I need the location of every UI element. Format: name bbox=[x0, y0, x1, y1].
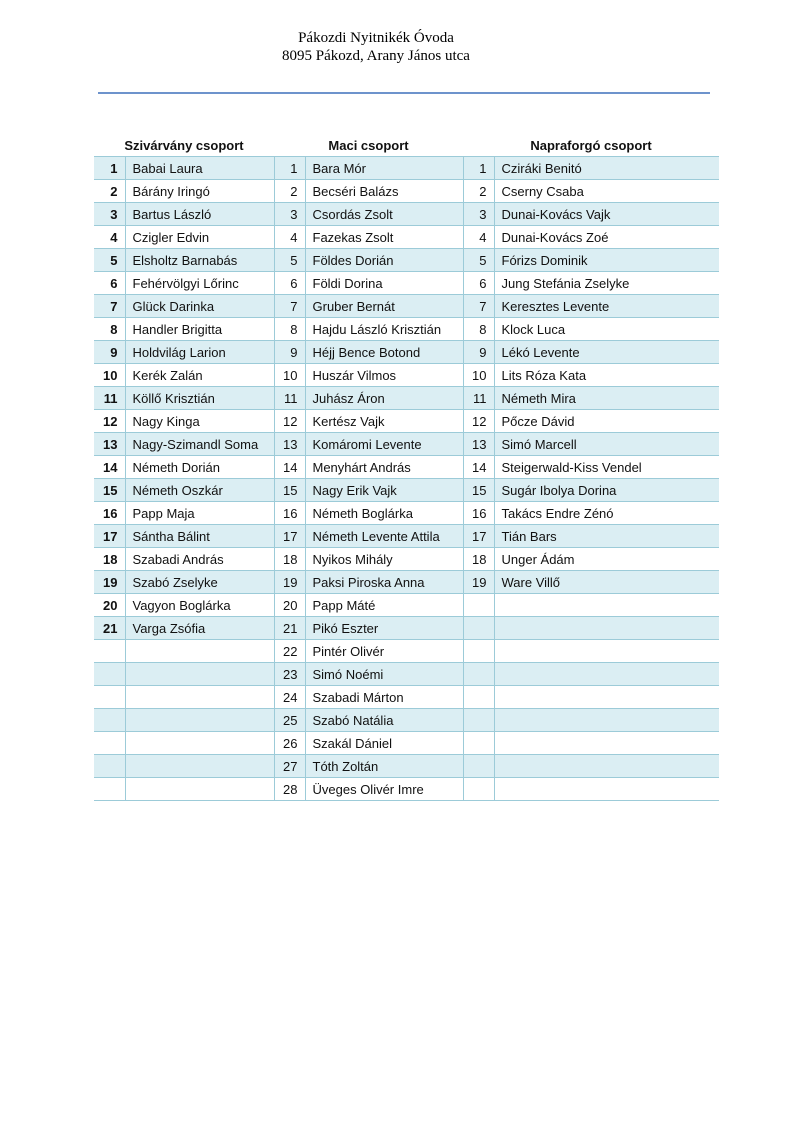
szivarvany-child-name: Handler Brigitta bbox=[125, 318, 274, 341]
maci-child-name: Földi Dorina bbox=[305, 272, 463, 295]
maci-child-number: 10 bbox=[274, 364, 305, 387]
table-row bbox=[94, 410, 719, 433]
szivarvany-child-name: Kerék Zalán bbox=[125, 364, 274, 387]
napraforgo-child-name: Ware Villő bbox=[494, 571, 719, 594]
table-row bbox=[94, 686, 719, 709]
document-header bbox=[0, 29, 752, 65]
napraforgo-child-name bbox=[494, 709, 719, 732]
table-row bbox=[94, 249, 719, 272]
napraforgo-child-name bbox=[494, 686, 719, 709]
szivarvany-child-number: 13 bbox=[94, 433, 125, 456]
szivarvany-child-number: 17 bbox=[94, 525, 125, 548]
napraforgo-child-number: 16 bbox=[463, 502, 494, 525]
napraforgo-child-name bbox=[494, 594, 719, 617]
szivarvany-child-number: 11 bbox=[94, 387, 125, 410]
maci-child-number: 9 bbox=[274, 341, 305, 364]
table-row bbox=[94, 755, 719, 778]
napraforgo-child-number: 3 bbox=[463, 203, 494, 226]
maci-child-number: 4 bbox=[274, 226, 305, 249]
table-row bbox=[94, 709, 719, 732]
maci-child-name: Nagy Erik Vajk bbox=[305, 479, 463, 502]
napraforgo-child-number: 17 bbox=[463, 525, 494, 548]
maci-child-name: Bara Mór bbox=[305, 157, 463, 180]
szivarvany-child-name: Németh Dorián bbox=[125, 456, 274, 479]
napraforgo-child-number bbox=[463, 663, 494, 686]
szivarvany-child-name bbox=[125, 778, 274, 801]
napraforgo-child-name: Tián Bars bbox=[494, 525, 719, 548]
napraforgo-child-name: Jung Stefánia Zselyke bbox=[494, 272, 719, 295]
napraforgo-child-number bbox=[463, 732, 494, 755]
group-heading-szivarvany: Szivárvány csoport bbox=[94, 134, 274, 157]
maci-child-number: 22 bbox=[274, 640, 305, 663]
szivarvany-child-number: 1 bbox=[94, 157, 125, 180]
maci-child-number: 21 bbox=[274, 617, 305, 640]
maci-child-name: Németh Boglárka bbox=[305, 502, 463, 525]
table-row bbox=[94, 571, 719, 594]
maci-child-name: Juhász Áron bbox=[305, 387, 463, 410]
maci-child-number: 27 bbox=[274, 755, 305, 778]
napraforgo-child-number: 19 bbox=[463, 571, 494, 594]
napraforgo-child-number bbox=[463, 709, 494, 732]
szivarvany-child-number: 10 bbox=[94, 364, 125, 387]
szivarvany-child-name: Papp Maja bbox=[125, 502, 274, 525]
maci-child-name: Üveges Olivér Imre bbox=[305, 778, 463, 801]
szivarvany-child-number: 7 bbox=[94, 295, 125, 318]
napraforgo-child-number bbox=[463, 594, 494, 617]
napraforgo-child-name: Németh Mira bbox=[494, 387, 719, 410]
szivarvany-child-number: 2 bbox=[94, 180, 125, 203]
maci-child-number: 14 bbox=[274, 456, 305, 479]
napraforgo-child-number: 15 bbox=[463, 479, 494, 502]
napraforgo-child-name bbox=[494, 617, 719, 640]
table-row bbox=[94, 295, 719, 318]
maci-child-name: Fazekas Zsolt bbox=[305, 226, 463, 249]
szivarvany-child-number: 14 bbox=[94, 456, 125, 479]
szivarvany-child-name bbox=[125, 709, 274, 732]
szivarvany-child-number: 12 bbox=[94, 410, 125, 433]
napraforgo-child-number: 12 bbox=[463, 410, 494, 433]
napraforgo-child-number: 7 bbox=[463, 295, 494, 318]
szivarvany-child-name bbox=[125, 663, 274, 686]
szivarvany-child-name bbox=[125, 640, 274, 663]
szivarvany-child-name: Holdvilág Larion bbox=[125, 341, 274, 364]
maci-child-number: 1 bbox=[274, 157, 305, 180]
maci-child-name: Pintér Olivér bbox=[305, 640, 463, 663]
szivarvany-child-number: 19 bbox=[94, 571, 125, 594]
table-row bbox=[94, 502, 719, 525]
napraforgo-child-number: 11 bbox=[463, 387, 494, 410]
maci-child-name: Papp Máté bbox=[305, 594, 463, 617]
szivarvany-child-name bbox=[125, 732, 274, 755]
szivarvany-child-name: Nagy Kinga bbox=[125, 410, 274, 433]
szivarvany-child-number: 16 bbox=[94, 502, 125, 525]
szivarvany-child-name: Bárány Iringó bbox=[125, 180, 274, 203]
napraforgo-child-name bbox=[494, 640, 719, 663]
maci-child-name: Szakál Dániel bbox=[305, 732, 463, 755]
szivarvany-child-number bbox=[94, 778, 125, 801]
szivarvany-child-name: Bartus László bbox=[125, 203, 274, 226]
napraforgo-child-number: 9 bbox=[463, 341, 494, 364]
table-row bbox=[94, 387, 719, 410]
napraforgo-child-name: Klock Luca bbox=[494, 318, 719, 341]
maci-child-number: 7 bbox=[274, 295, 305, 318]
group-roster-table bbox=[94, 134, 719, 801]
table-row bbox=[94, 180, 719, 203]
maci-child-name: Héjj Bence Botond bbox=[305, 341, 463, 364]
napraforgo-child-number bbox=[463, 778, 494, 801]
szivarvany-child-name: Sántha Bálint bbox=[125, 525, 274, 548]
napraforgo-child-number: 5 bbox=[463, 249, 494, 272]
szivarvany-child-number: 8 bbox=[94, 318, 125, 341]
maci-child-number: 11 bbox=[274, 387, 305, 410]
maci-child-number: 3 bbox=[274, 203, 305, 226]
napraforgo-child-number: 2 bbox=[463, 180, 494, 203]
szivarvany-child-number bbox=[94, 709, 125, 732]
group-heading-napraforgo: Napraforgó csoport bbox=[463, 134, 719, 157]
maci-child-name: Szabó Natália bbox=[305, 709, 463, 732]
maci-child-name: Menyhárt András bbox=[305, 456, 463, 479]
table-row bbox=[94, 456, 719, 479]
napraforgo-child-number: 10 bbox=[463, 364, 494, 387]
szivarvany-child-name: Fehérvölgyi Lőrinc bbox=[125, 272, 274, 295]
maci-child-number: 6 bbox=[274, 272, 305, 295]
maci-child-number: 17 bbox=[274, 525, 305, 548]
maci-child-number: 19 bbox=[274, 571, 305, 594]
maci-child-number: 15 bbox=[274, 479, 305, 502]
table-row bbox=[94, 548, 719, 571]
szivarvany-child-number bbox=[94, 663, 125, 686]
szivarvany-child-number: 3 bbox=[94, 203, 125, 226]
maci-child-name: Szabadi Márton bbox=[305, 686, 463, 709]
maci-child-name: Komáromi Levente bbox=[305, 433, 463, 456]
szivarvany-child-number: 6 bbox=[94, 272, 125, 295]
maci-child-number: 28 bbox=[274, 778, 305, 801]
maci-child-name: Hajdu László Krisztián bbox=[305, 318, 463, 341]
napraforgo-child-number bbox=[463, 686, 494, 709]
table-row bbox=[94, 433, 719, 456]
napraforgo-child-name: Cserny Csaba bbox=[494, 180, 719, 203]
table-row bbox=[94, 525, 719, 548]
szivarvany-child-number bbox=[94, 755, 125, 778]
napraforgo-child-name: Lits Róza Kata bbox=[494, 364, 719, 387]
table-row bbox=[94, 479, 719, 502]
maci-child-number: 23 bbox=[274, 663, 305, 686]
szivarvany-child-number: 20 bbox=[94, 594, 125, 617]
napraforgo-child-name bbox=[494, 755, 719, 778]
szivarvany-child-number: 9 bbox=[94, 341, 125, 364]
szivarvany-child-name: Glück Darinka bbox=[125, 295, 274, 318]
maci-child-number: 2 bbox=[274, 180, 305, 203]
table-row bbox=[94, 663, 719, 686]
szivarvany-child-number: 18 bbox=[94, 548, 125, 571]
maci-child-number: 12 bbox=[274, 410, 305, 433]
szivarvany-child-number bbox=[94, 686, 125, 709]
maci-child-name: Gruber Bernát bbox=[305, 295, 463, 318]
napraforgo-child-name bbox=[494, 663, 719, 686]
table-row bbox=[94, 364, 719, 387]
szivarvany-child-number: 4 bbox=[94, 226, 125, 249]
szivarvany-child-name: Szabó Zselyke bbox=[125, 571, 274, 594]
table-row bbox=[94, 226, 719, 249]
napraforgo-child-number: 13 bbox=[463, 433, 494, 456]
napraforgo-child-name: Lékó Levente bbox=[494, 341, 719, 364]
table-row bbox=[94, 594, 719, 617]
napraforgo-child-name: Cziráki Benitó bbox=[494, 157, 719, 180]
maci-child-name: Pikó Eszter bbox=[305, 617, 463, 640]
szivarvany-child-name: Köllő Krisztián bbox=[125, 387, 274, 410]
napraforgo-child-name: Simó Marcell bbox=[494, 433, 719, 456]
table-row bbox=[94, 640, 719, 663]
maci-child-name: Nyikos Mihály bbox=[305, 548, 463, 571]
maci-child-name: Becséri Balázs bbox=[305, 180, 463, 203]
szivarvany-child-name: Elsholtz Barnabás bbox=[125, 249, 274, 272]
szivarvany-child-name: Czigler Edvin bbox=[125, 226, 274, 249]
szivarvany-child-number: 15 bbox=[94, 479, 125, 502]
table-row bbox=[94, 732, 719, 755]
napraforgo-child-name: Keresztes Levente bbox=[494, 295, 719, 318]
kindergarten-name: Pákozdi Nyitnikék Óvoda bbox=[298, 30, 454, 46]
maci-child-name: Földes Dorián bbox=[305, 249, 463, 272]
maci-child-number: 13 bbox=[274, 433, 305, 456]
napraforgo-child-number bbox=[463, 640, 494, 663]
szivarvany-child-name: Németh Oszkár bbox=[125, 479, 274, 502]
table-row bbox=[94, 341, 719, 364]
napraforgo-child-number: 6 bbox=[463, 272, 494, 295]
table-row bbox=[94, 318, 719, 341]
maci-child-number: 5 bbox=[274, 249, 305, 272]
szivarvany-child-number: 5 bbox=[94, 249, 125, 272]
napraforgo-child-name: Dunai-Kovács Vajk bbox=[494, 203, 719, 226]
napraforgo-child-number: 18 bbox=[463, 548, 494, 571]
table-row bbox=[94, 617, 719, 640]
napraforgo-child-name bbox=[494, 732, 719, 755]
group-heading-maci: Maci csoport bbox=[274, 134, 463, 157]
maci-child-number: 20 bbox=[274, 594, 305, 617]
napraforgo-child-number: 1 bbox=[463, 157, 494, 180]
maci-child-name: Paksi Piroska Anna bbox=[305, 571, 463, 594]
szivarvany-child-name bbox=[125, 686, 274, 709]
napraforgo-child-number: 14 bbox=[463, 456, 494, 479]
header-divider bbox=[98, 92, 710, 94]
napraforgo-child-name: Steigerwald-Kiss Vendel bbox=[494, 456, 719, 479]
maci-child-name: Csordás Zsolt bbox=[305, 203, 463, 226]
maci-child-number: 24 bbox=[274, 686, 305, 709]
maci-child-number: 8 bbox=[274, 318, 305, 341]
szivarvany-child-name: Vagyon Boglárka bbox=[125, 594, 274, 617]
maci-child-name: Simó Noémi bbox=[305, 663, 463, 686]
szivarvany-child-name: Nagy-Szimandl Soma bbox=[125, 433, 274, 456]
szivarvany-child-name: Varga Zsófia bbox=[125, 617, 274, 640]
maci-child-name: Németh Levente Attila bbox=[305, 525, 463, 548]
napraforgo-child-number bbox=[463, 755, 494, 778]
table-row bbox=[94, 778, 719, 801]
maci-child-number: 25 bbox=[274, 709, 305, 732]
szivarvany-child-number bbox=[94, 732, 125, 755]
maci-child-name: Kertész Vajk bbox=[305, 410, 463, 433]
napraforgo-child-name: Dunai-Kovács Zoé bbox=[494, 226, 719, 249]
group-header-row bbox=[94, 134, 719, 157]
napraforgo-child-number: 4 bbox=[463, 226, 494, 249]
maci-child-number: 18 bbox=[274, 548, 305, 571]
szivarvany-child-number bbox=[94, 640, 125, 663]
szivarvany-child-number: 21 bbox=[94, 617, 125, 640]
table-row bbox=[94, 203, 719, 226]
napraforgo-child-name: Unger Ádám bbox=[494, 548, 719, 571]
napraforgo-child-name: Takács Endre Zénó bbox=[494, 502, 719, 525]
maci-child-number: 16 bbox=[274, 502, 305, 525]
szivarvany-child-name: Babai Laura bbox=[125, 157, 274, 180]
kindergarten-address: 8095 Pákozd, Arany János utca bbox=[282, 48, 470, 64]
napraforgo-child-name: Sugár Ibolya Dorina bbox=[494, 479, 719, 502]
szivarvany-child-name bbox=[125, 755, 274, 778]
table-row bbox=[94, 157, 719, 180]
maci-child-name: Huszár Vilmos bbox=[305, 364, 463, 387]
table-row bbox=[94, 272, 719, 295]
napraforgo-child-number bbox=[463, 617, 494, 640]
napraforgo-child-name: Pőcze Dávid bbox=[494, 410, 719, 433]
maci-child-name: Tóth Zoltán bbox=[305, 755, 463, 778]
napraforgo-child-name bbox=[494, 778, 719, 801]
maci-child-number: 26 bbox=[274, 732, 305, 755]
szivarvany-child-name: Szabadi András bbox=[125, 548, 274, 571]
napraforgo-child-name: Fórizs Dominik bbox=[494, 249, 719, 272]
napraforgo-child-number: 8 bbox=[463, 318, 494, 341]
